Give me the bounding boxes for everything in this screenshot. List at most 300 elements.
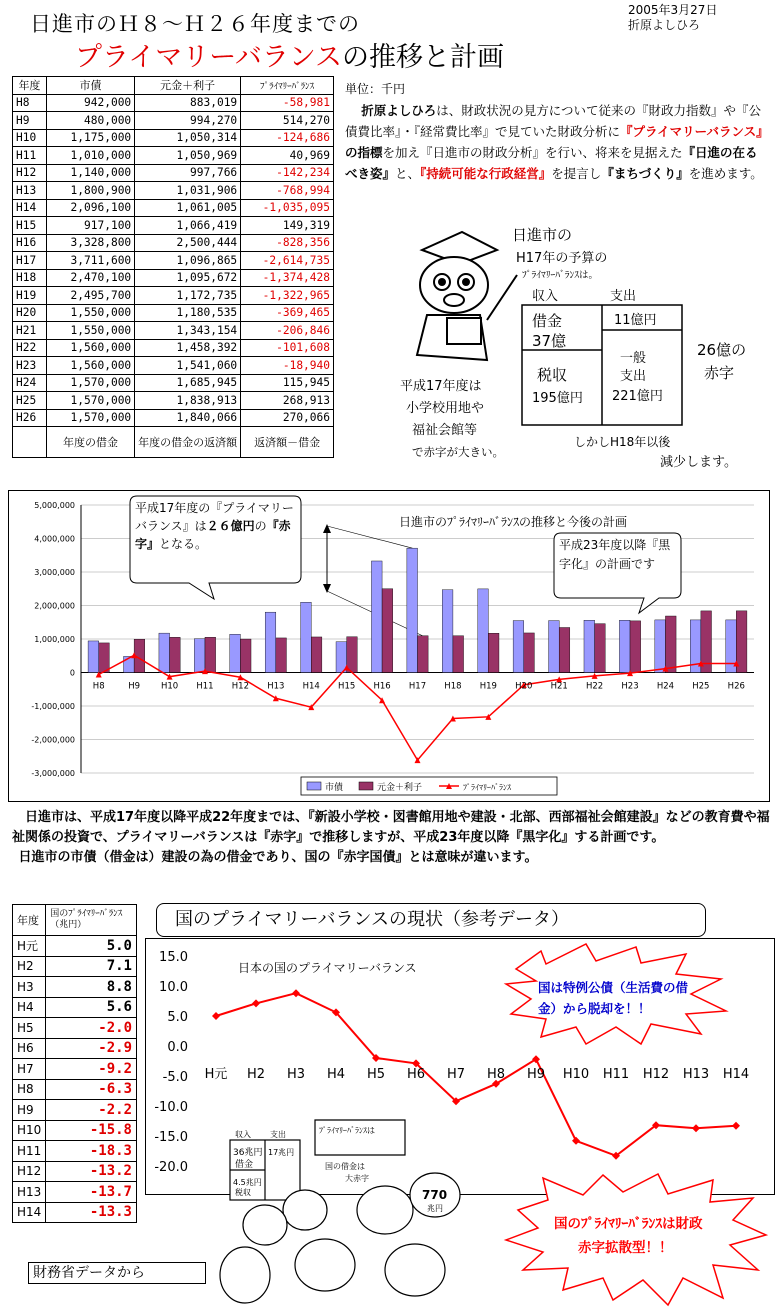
date: 2005年3月27日 (628, 3, 718, 17)
cell-year: H8 (13, 1079, 46, 1100)
bar-debt (88, 641, 99, 673)
burst2-line2: 赤字拡散型！！ (578, 1240, 673, 1256)
y-tick-label: 0 (69, 668, 75, 678)
cell-repay: 1,050,314 (135, 129, 241, 147)
cell-year: H25 (13, 392, 47, 410)
c1-debt1: 借金 (532, 312, 563, 330)
cell-value: -13.2 (46, 1161, 137, 1182)
professor-illustration (417, 232, 517, 360)
intro-index: の指標 (345, 145, 383, 160)
th-debt: 市債 (46, 77, 134, 95)
bar-debt (584, 620, 595, 672)
c1-note3: 福祉会館等 (412, 423, 478, 438)
table-footer-row (13, 427, 334, 458)
cell-year: H13 (13, 182, 47, 200)
chart2-y-ticks (154, 950, 188, 1175)
table-row (13, 1202, 137, 1223)
bar-repay (311, 637, 322, 673)
title-suffix: の推移と計画 (342, 42, 505, 73)
chart1-callout-surplus (554, 533, 681, 613)
c1-note6: 減少します。 (660, 455, 737, 470)
cell-year: H17 (13, 252, 47, 270)
cell-debt: 1,560,000 (46, 357, 134, 375)
bar-debt (159, 633, 170, 672)
y-tick-label: 2,000,000 (34, 601, 75, 611)
x-tick-label: H25 (692, 681, 710, 692)
intro-author: 折原よしひろ (361, 103, 437, 118)
cell-repay: 1,180,535 (135, 304, 241, 322)
cell-pb: -206,846 (241, 322, 334, 340)
cell-pb: 115,945 (241, 374, 334, 392)
bar-repay (736, 611, 747, 673)
cell-debt: 3,328,800 (46, 234, 134, 252)
cell-repay: 1,050,969 (135, 147, 241, 165)
cell-debt: 2,495,700 (46, 287, 134, 305)
cell-repay: 1,095,672 (135, 269, 241, 287)
table-row (13, 374, 334, 392)
footer-cell: 年度の借金の返済額 (135, 427, 241, 458)
t2-th-year: 年度 (13, 905, 46, 936)
national-pb-point (292, 989, 300, 997)
chart2-title: 日本の国のプライマリーバランス (238, 961, 417, 975)
cell-debt: 1,800,900 (46, 182, 134, 200)
x-tick-label: H14 (722, 1067, 750, 1082)
cell-repay: 1,838,913 (135, 392, 241, 410)
y-tick-label: -2,000,000 (31, 735, 75, 745)
table-row (13, 129, 334, 147)
cell-year: H24 (13, 374, 47, 392)
x-tick-label: H18 (444, 681, 462, 692)
x-tick-label: H5 (366, 1067, 386, 1082)
c1-tax2: 195億円 (532, 391, 583, 406)
x-tick-label: H22 (585, 681, 604, 692)
cell-pb: -58,981 (241, 94, 334, 112)
y-tick-label: 15.0 (159, 950, 188, 965)
cell-year: H22 (13, 339, 47, 357)
cell-year: H20 (13, 304, 47, 322)
cell-debt: 1,140,000 (46, 164, 134, 182)
bar-debt (655, 620, 666, 673)
cell-pb: -828,356 (241, 234, 334, 252)
table-row (13, 304, 334, 322)
cell-year: H26 (13, 409, 47, 427)
intro-text-3: と、 (395, 166, 421, 181)
c2-t2: 支出 (270, 1130, 286, 1139)
x-tick-label: H26 (727, 681, 745, 692)
bar-repay (559, 628, 570, 673)
table-row (13, 977, 137, 998)
burst-deficit-expansion (498, 1170, 773, 1310)
intro-machizukuri: 『まちづくり』 (601, 166, 689, 181)
c1-note2: 小学校用地や (406, 401, 485, 416)
cell-pb: -369,465 (241, 304, 334, 322)
cell-year: H14 (13, 199, 47, 217)
cell-debt: 3,711,600 (46, 252, 134, 270)
callout2-text: 平成23年度以降『黒字化』の計画です (559, 538, 671, 571)
cell-year: H23 (13, 357, 47, 375)
cell-pb: 40,969 (241, 147, 334, 165)
cell-value: 7.1 (46, 956, 137, 977)
table-row (13, 357, 334, 375)
c1-note5: しかしH18年以後 (574, 435, 671, 449)
y-tick-label: -1,000,000 (31, 702, 75, 711)
city-pb-table (12, 76, 334, 458)
cell-year: H16 (13, 234, 47, 252)
bar-repay (665, 616, 676, 672)
cell-repay: 994,270 (135, 112, 241, 130)
callout1-b: ２６億円 (206, 519, 255, 533)
table-row (13, 1038, 137, 1059)
y-tick-label: 0.0 (167, 1040, 188, 1055)
bar-debt (265, 612, 276, 672)
cell-repay: 1,031,906 (135, 182, 241, 200)
national-pb-title: 国のプライマリーバランスの現状（参考データ） (156, 903, 706, 937)
x-tick-label: H4 (326, 1067, 346, 1082)
intro-text-4: を提言し (551, 166, 602, 181)
cell-debt: 917,100 (46, 217, 134, 235)
cell-year: H18 (13, 269, 47, 287)
cell-year: H8 (13, 94, 47, 112)
c1-income: 収入 (532, 289, 559, 304)
chart1-x-ticks (93, 682, 745, 692)
x-tick-label: H15 (338, 681, 356, 692)
bar-debt (407, 548, 418, 672)
bar-repay (170, 637, 181, 672)
intro-sustainable: 『持続可能な行政経営』 (420, 166, 552, 181)
table-row (13, 234, 334, 252)
cell-value: -15.8 (46, 1120, 137, 1141)
national-pb-point (732, 1122, 740, 1130)
intro-text-5: を進めます。 (688, 166, 763, 181)
cell-value: -13.7 (46, 1182, 137, 1203)
table-row (13, 1100, 137, 1121)
x-tick-label: H3 (286, 1067, 306, 1082)
footer-cell: 返済額－借金 (241, 427, 334, 458)
title-line2 (75, 35, 504, 74)
cell-value: -2.9 (46, 1038, 137, 1059)
x-tick-label: H12 (642, 1067, 670, 1082)
x-tick-label: H10 (160, 681, 179, 692)
bar-debt (513, 621, 524, 673)
cell-debt: 2,096,100 (46, 199, 134, 217)
cell-repay: 1,066,419 (135, 217, 241, 235)
city-pb-chart (8, 490, 770, 802)
intro-pb: 『プライマリーバランス』 (620, 124, 769, 139)
cell-value: -13.3 (46, 1202, 137, 1223)
table-row (13, 997, 137, 1018)
cell-debt: 1,010,000 (46, 147, 134, 165)
c2-t1: 収入 (235, 1130, 251, 1139)
cell-year: H13 (13, 1182, 46, 1203)
c1-note4: で赤字が大きい。 (412, 445, 504, 459)
x-tick-label: H12 (231, 681, 250, 692)
y-tick-label: -15.0 (154, 1130, 188, 1145)
para-line1: 日進市は、平成17年度以降平成22年度までは、『新設小学校・図書館用地や建設・北部、西部福祉会館建設』などの教育費や福祉関係の投資で、プライマリーバランスは『赤字』で推移しますが、平成23年度以降『黒字化』する計画です。 (12, 810, 770, 845)
callout1-c: の (254, 519, 267, 533)
table-row (13, 164, 334, 182)
cell-year: H12 (13, 1161, 46, 1182)
cell-year: H9 (13, 112, 47, 130)
chart1-legend (301, 777, 557, 795)
national-pb-point (572, 1137, 580, 1145)
cell-year: H11 (13, 147, 47, 165)
source-label: 財務省データから (28, 1262, 206, 1284)
cell-repay: 1,458,392 (135, 339, 241, 357)
c2-t4: 借金 (235, 1160, 254, 1170)
table-row (13, 322, 334, 340)
x-tick-label: H11 (602, 1067, 630, 1082)
table-row (13, 936, 137, 957)
bar-debt (301, 602, 312, 672)
bar-debt (371, 561, 382, 673)
cell-year: H5 (13, 1018, 46, 1039)
bar-repay (630, 621, 641, 673)
table-row (13, 199, 334, 217)
footer-cell: 年度の借金 (46, 427, 134, 458)
national-pb-point (692, 1124, 700, 1132)
burst1-line2: 金）から脱却を！！ (538, 1001, 651, 1016)
table-row (13, 217, 334, 235)
bar-repay (205, 637, 216, 672)
author: 折原よしひろ (628, 18, 701, 32)
chart1-y-ticks (31, 501, 75, 778)
c1-deficit1: 26億の (697, 341, 747, 359)
national-pb-point (212, 1012, 220, 1020)
th-repay: 元金＋利子 (135, 77, 241, 95)
x-tick-label: H23 (621, 681, 639, 692)
table-row (13, 147, 334, 165)
table-row (13, 1161, 137, 1182)
table-header-row (13, 77, 334, 95)
bar-repay (99, 643, 110, 673)
c1-tax1: 税収 (537, 366, 568, 384)
cell-value: -9.2 (46, 1059, 137, 1080)
burst2-line1: 国のﾌﾟﾗｲﾏﾘｰﾊﾞﾗﾝｽは財政 (554, 1216, 703, 1232)
cell-year: H21 (13, 322, 47, 340)
c2-t7: 税収 (235, 1188, 251, 1197)
y-tick-label: -3,000,000 (31, 769, 75, 778)
table-row (13, 339, 334, 357)
c2-t11: 兆円 (427, 1204, 443, 1213)
annotation-guide (327, 526, 413, 548)
chart1-title: 日進市のﾌﾟﾗｲﾏﾘｰﾊﾞﾗﾝｽの推移と今後の計画 (399, 515, 628, 529)
cell-debt: 1,570,000 (46, 409, 134, 427)
cell-pb: -1,322,965 (241, 287, 334, 305)
cell-year: H9 (13, 1100, 46, 1121)
x-tick-label: H16 (373, 681, 391, 692)
table-row (13, 269, 334, 287)
x-tick-label: H19 (479, 681, 497, 692)
cell-pb: 270,066 (241, 409, 334, 427)
bar-repay (382, 589, 393, 673)
x-tick-label: H17 (408, 681, 427, 692)
cell-pb: -101,608 (241, 339, 334, 357)
c1-gen3: 221億円 (612, 389, 663, 404)
y-tick-label: -20.0 (154, 1160, 188, 1175)
x-tick-label: H20 (515, 681, 533, 692)
chart2-x-ticks (205, 1067, 750, 1082)
cell-debt: 480,000 (46, 112, 134, 130)
y-tick-label: 5.0 (167, 1010, 188, 1025)
th-year: 年度 (13, 77, 47, 95)
c1-debt2: 37億 (532, 332, 567, 350)
bar-repay (418, 636, 429, 673)
cell-debt: 1,550,000 (46, 322, 134, 340)
cell-year: H元 (13, 936, 46, 957)
bar-repay (276, 638, 287, 673)
table-row (13, 409, 334, 427)
x-tick-label: H24 (656, 681, 675, 692)
cell-value: -2.0 (46, 1018, 137, 1039)
cell-repay: 1,343,154 (135, 322, 241, 340)
cell-repay: 1,685,945 (135, 374, 241, 392)
cell-year: H15 (13, 217, 47, 235)
bar-debt (442, 590, 453, 673)
table-row (13, 1120, 137, 1141)
cell-pb: 149,319 (241, 217, 334, 235)
callout1-e: となる。 (159, 537, 208, 551)
table-row (13, 1079, 137, 1100)
c2-t12: 大赤字 (345, 1174, 369, 1183)
c1-title1: 日進市の (512, 226, 573, 244)
title-red: プライマリーバランス (75, 42, 343, 73)
cell-year: H14 (13, 1202, 46, 1223)
cell-year: H7 (13, 1059, 46, 1080)
x-tick-label: H元 (204, 1067, 228, 1082)
cell-year: H19 (13, 287, 47, 305)
c1-gen2: 支出 (620, 369, 647, 384)
y-tick-label: 3,000,000 (34, 568, 75, 577)
cell-value: 5.0 (46, 936, 137, 957)
cell-debt: 1,570,000 (46, 374, 134, 392)
c1-deficit2: 赤字 (704, 364, 735, 382)
table-row (13, 287, 334, 305)
cell-pb: -18,940 (241, 357, 334, 375)
cell-repay: 1,541,060 (135, 357, 241, 375)
bar-repay (488, 633, 499, 672)
x-tick-label: H9 (526, 1067, 546, 1082)
c1-gen1: 一般 (620, 351, 647, 366)
cell-debt: 1,550,000 (46, 304, 134, 322)
table-row (13, 1141, 137, 1162)
table-row (13, 392, 334, 410)
legend-pb: ﾌﾟﾗｲﾏﾘｰﾊﾞﾗﾝｽ (463, 783, 511, 792)
national-pb-point (252, 999, 260, 1007)
table-row (13, 1182, 137, 1203)
table-row (13, 956, 137, 977)
cell-repay: 1,840,066 (135, 409, 241, 427)
cell-repay: 2,500,444 (135, 234, 241, 252)
cell-pb: 514,270 (241, 112, 334, 130)
x-tick-label: H8 (486, 1067, 506, 1082)
c2-t3: 36兆円 (233, 1148, 263, 1158)
c2-t9: 国の借金は (325, 1162, 365, 1171)
table-row (13, 112, 334, 130)
bar-debt (194, 639, 205, 673)
bar-debt (619, 620, 630, 672)
cell-value: 5.6 (46, 997, 137, 1018)
explanation-paragraph (12, 808, 772, 868)
cell-pb: -124,686 (241, 129, 334, 147)
cell-pb: -142,234 (241, 164, 334, 182)
footer-cell (13, 427, 47, 458)
bar-debt (549, 621, 560, 673)
x-tick-label: H10 (562, 1067, 590, 1082)
x-tick-label: H2 (246, 1067, 266, 1082)
cell-year: H6 (13, 1038, 46, 1059)
cartoon-professor (392, 220, 772, 480)
legend-repay: 元金＋利子 (377, 783, 423, 793)
unit-label: 単位：千円 (345, 82, 406, 96)
para-line2: 日進市の市債（借金は）建設の為の借金であり、国の『赤字国債』とは意味が違います。 (18, 850, 538, 865)
cell-pb: -1,035,095 (241, 199, 334, 217)
x-tick-label: H14 (302, 681, 320, 692)
cell-year: H3 (13, 977, 46, 998)
cell-debt: 942,000 (46, 94, 134, 112)
callout1-d: 『赤字』 (135, 519, 291, 551)
cell-debt: 1,175,000 (46, 129, 134, 147)
table-row (13, 1018, 137, 1039)
c2-t5: 17兆円 (268, 1148, 295, 1157)
bar-repay (347, 637, 358, 673)
t2-header-row (13, 905, 137, 936)
bar-repay (524, 633, 535, 673)
cell-year: H10 (13, 129, 47, 147)
bar-debt (478, 589, 489, 673)
x-tick-label: H11 (196, 681, 214, 692)
cell-value: -2.2 (46, 1100, 137, 1121)
c2-t8: ﾌﾟﾗｲﾏﾘｰﾊﾞﾗﾝｽは (319, 1126, 375, 1135)
table-row (13, 182, 334, 200)
cell-year: H4 (13, 997, 46, 1018)
cell-repay: 1,172,735 (135, 287, 241, 305)
x-tick-label: H13 (682, 1067, 710, 1082)
callout1-a: 平成17年度の『プライマリーバランス』は (135, 501, 294, 533)
cell-value: 8.8 (46, 977, 137, 998)
y-tick-label: 10.0 (159, 980, 188, 995)
cell-year: H11 (13, 1141, 46, 1162)
th-pb: ﾌﾟﾗｲﾏﾘｰﾊﾞﾗﾝｽ (241, 77, 334, 95)
c1-title2: H17年の予算の (516, 251, 608, 266)
cell-pb: 268,913 (241, 392, 334, 410)
cell-year: H2 (13, 956, 46, 977)
cell-debt: 2,470,100 (46, 269, 134, 287)
c2-t10: 770 (422, 1188, 448, 1202)
y-tick-label: 1,000,000 (34, 635, 75, 644)
bar-debt (230, 634, 241, 672)
x-tick-label: H13 (267, 681, 285, 692)
y-tick-label: 4,000,000 (34, 534, 75, 544)
cartoon-national-debt (205, 1115, 465, 1310)
burst1-line1: 国は特例公債（生活費の借 (538, 980, 689, 995)
y-tick-label: -5.0 (162, 1070, 188, 1085)
table-row (13, 1059, 137, 1080)
c1-note1: 平成17年度は (400, 379, 482, 394)
cell-debt: 1,570,000 (46, 392, 134, 410)
intro-text-2: を加え『日進市の財政分析』を行い、将来を見据えた (382, 145, 683, 160)
date-author (628, 3, 717, 33)
cell-repay: 997,766 (135, 164, 241, 182)
cell-repay: 1,096,865 (135, 252, 241, 270)
cell-pb: -1,374,428 (241, 269, 334, 287)
c1-title3: ﾌﾟﾗｲﾏﾘｰﾊﾞﾗﾝｽは。 (522, 270, 599, 281)
cell-pb: -768,994 (241, 182, 334, 200)
table-row (13, 94, 334, 112)
intro-text (345, 100, 770, 184)
cell-year: H12 (13, 164, 47, 182)
national-pb-table (12, 904, 137, 1223)
cell-value: -18.3 (46, 1141, 137, 1162)
